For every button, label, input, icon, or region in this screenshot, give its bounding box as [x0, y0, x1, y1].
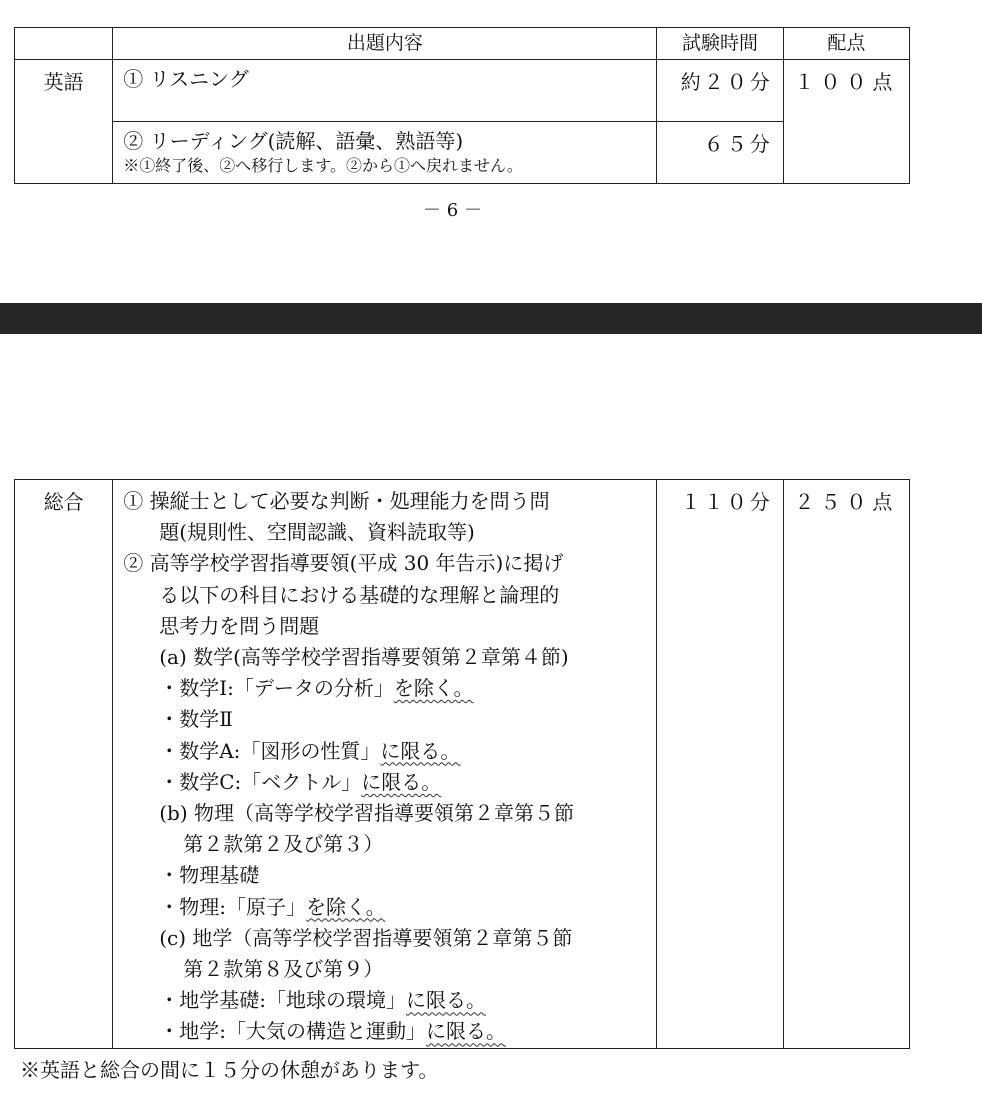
subitem-text: ・数学C:「ベクトル」	[159, 769, 362, 794]
subitem-text: ・数学A:「図形の性質」	[159, 738, 381, 763]
subitem-text: ・物理:「原子」	[159, 894, 306, 919]
time-listening: 約２０分	[657, 60, 783, 122]
general-exam-table	[14, 479, 910, 1049]
content-line: 題(規則性、空間認識、資料読取等)	[159, 520, 475, 545]
limit-note: に限る。	[405, 988, 486, 1013]
header-score: 配点	[783, 28, 909, 60]
exclusion-note: を除く。	[393, 676, 474, 701]
page-separator-band	[0, 303, 982, 334]
content-line	[123, 892, 648, 923]
time-reading: ６５分	[657, 122, 783, 184]
content-line: 思考力を問う問題	[159, 613, 320, 638]
content-line	[123, 673, 648, 704]
content-line: ② 高等学校学習指導要領(平成 30 年告示)に掲げ	[123, 551, 564, 576]
content-line: ① 操縦士として必要な判断・処理能力を問う問	[123, 489, 550, 513]
header-blank	[15, 28, 113, 60]
subject-general: 総合	[15, 480, 113, 1049]
content-line: ・物理基礎	[159, 863, 260, 888]
content-line	[123, 767, 648, 798]
limit-note: に限る。	[380, 738, 461, 763]
content-line: ・数学Ⅱ	[159, 707, 233, 732]
reading-note: ※①終了後、②へ移行します。②から①へ戻れません。	[123, 156, 523, 175]
page-number: － 6 －	[423, 200, 482, 221]
score-general: ２５０点	[783, 480, 909, 1049]
item-reading: ② リーディング(読解、語彙、熟語等)	[123, 129, 464, 153]
content-line	[123, 1016, 648, 1047]
english-exam-table	[14, 27, 910, 184]
general-content	[113, 480, 657, 1049]
subitem-text: ・地学基礎:「地球の環境」	[159, 988, 406, 1013]
limit-note: に限る。	[361, 769, 442, 794]
exclusion-note: を除く。	[305, 894, 386, 919]
content-line: (c) 地学（高等学校学習指導要領第２章第５節	[159, 925, 573, 950]
limit-note: に限る。	[425, 1019, 506, 1044]
content-line: る以下の科目における基礎的な理解と論理的	[159, 582, 560, 607]
score-english: １００点	[783, 60, 909, 184]
item-listening: ① リスニング	[113, 60, 657, 122]
content-line: (b) 物理（高等学校学習指導要領第２章第５節	[159, 801, 574, 826]
subitem-text: ・数学Ⅰ:「データの分析」	[159, 676, 394, 701]
subitem-text: ・地学:「大気の構造と運動」	[159, 1019, 426, 1044]
subject-english: 英語	[15, 60, 113, 184]
time-general: １１０分	[657, 480, 783, 1049]
break-note: ※英語と総合の間に１５分の休憩があります。	[20, 1058, 439, 1082]
content-line: 第２款第２及び第３）	[183, 832, 384, 857]
content-line: (a) 数学(高等学校学習指導要領第２章第４節)	[159, 645, 569, 670]
content-line: 第２款第８及び第９）	[183, 957, 384, 982]
content-line	[123, 985, 648, 1016]
header-content: 出題内容	[113, 28, 657, 60]
content-line	[123, 736, 648, 767]
header-time: 試験時間	[657, 28, 783, 60]
item-reading-cell	[113, 122, 657, 184]
